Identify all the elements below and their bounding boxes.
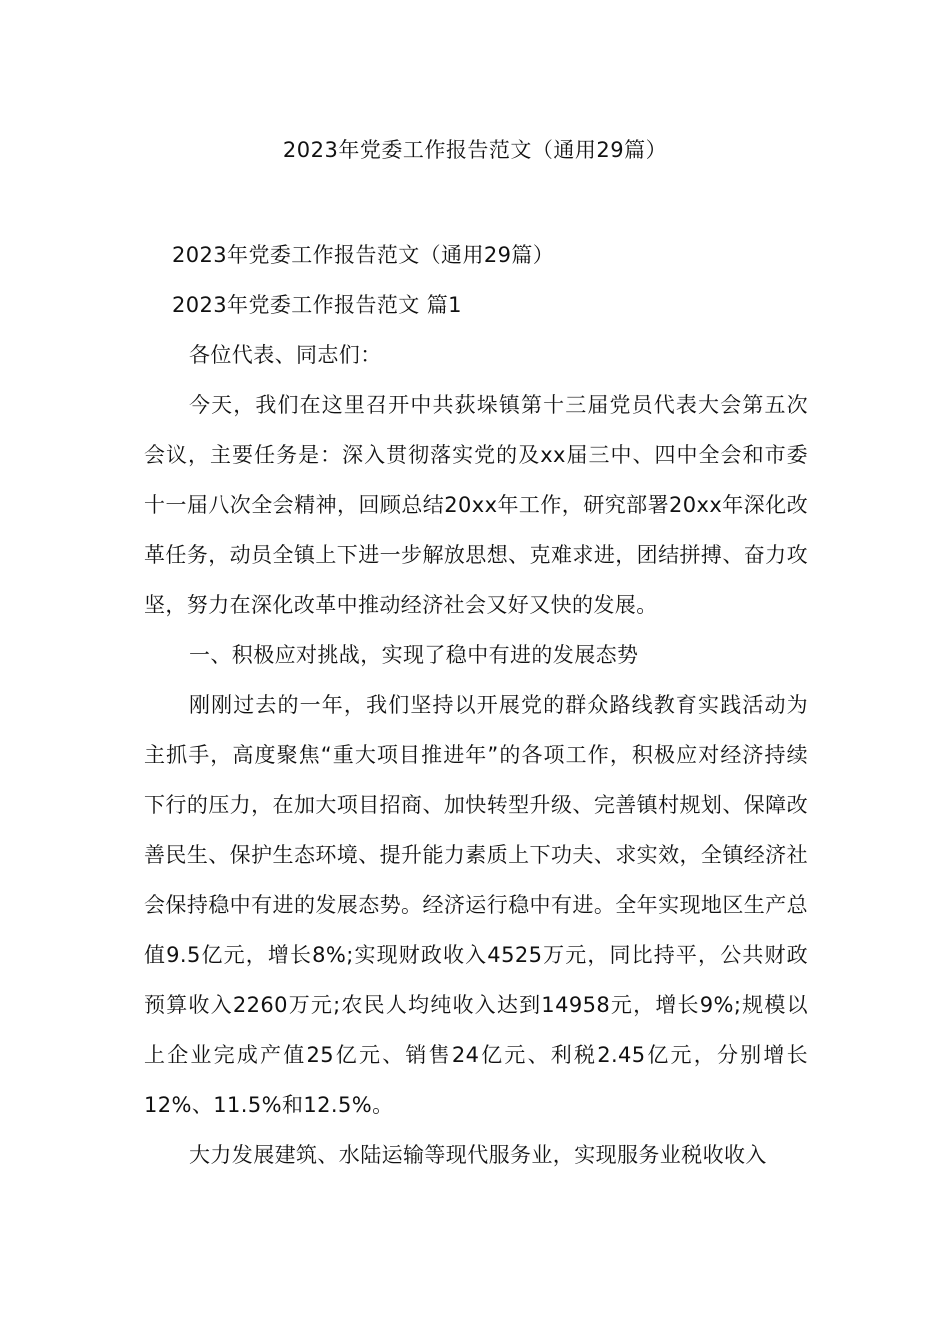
review-paragraph: 刚刚过去的一年，我们坚持以开展党的群众路线教育实践活动为主抓手，高度聚焦“重大项目推进年”的各项工作，积极应对经济持续下行的压力，在加大项目招商、加快转型升级、完善镇村规划、保障改善民生、保护生态环境、提升能力素质上下功夫、求实效，全镇经济社会保持稳中有进的发展态势。经济运行稳中有进。全年实现地区生产总值9.5亿元，增长8%;实现财政收入4525万元，同比持平，公共财政预算收入2260万元;农民人均纯收入达到14958元，增长9%;规模以上企业完成产值25亿元、销售24亿元、利税2.45亿元，分别增长12%、11.5%和12.5%。 [144, 693, 808, 1117]
document-body [144, 230, 808, 1180]
document-subtitle: 2023年党委工作报告范文（通用29篇） [172, 243, 555, 267]
salutation-paragraph: 各位代表、同志们： [189, 343, 382, 367]
services-paragraph: 大力发展建筑、水陆运输等现代服务业，实现服务业税收收入 [189, 1143, 767, 1167]
chapter-heading: 2023年党委工作报告范文 篇1 [172, 293, 462, 317]
section-heading: 一、积极应对挑战，实现了稳中有进的发展态势 [189, 643, 639, 667]
document-title: 2023年党委工作报告范文（通用29篇） [282, 138, 668, 162]
intro-paragraph: 今天，我们在这里召开中共荻垛镇第十三届党员代表大会第五次会议，主要任务是：深入贯彻落实党的及xx届三中、四中全会和市委十一届八次全会精神，回顾总结20xx年工作，研究部署20xx年深化改革任务，动员全镇上下进一步解放思想、克难求进，团结拼搏、奋力攻坚，努力在深化改革中推动经济社会又好又快的发展。 [144, 393, 808, 617]
